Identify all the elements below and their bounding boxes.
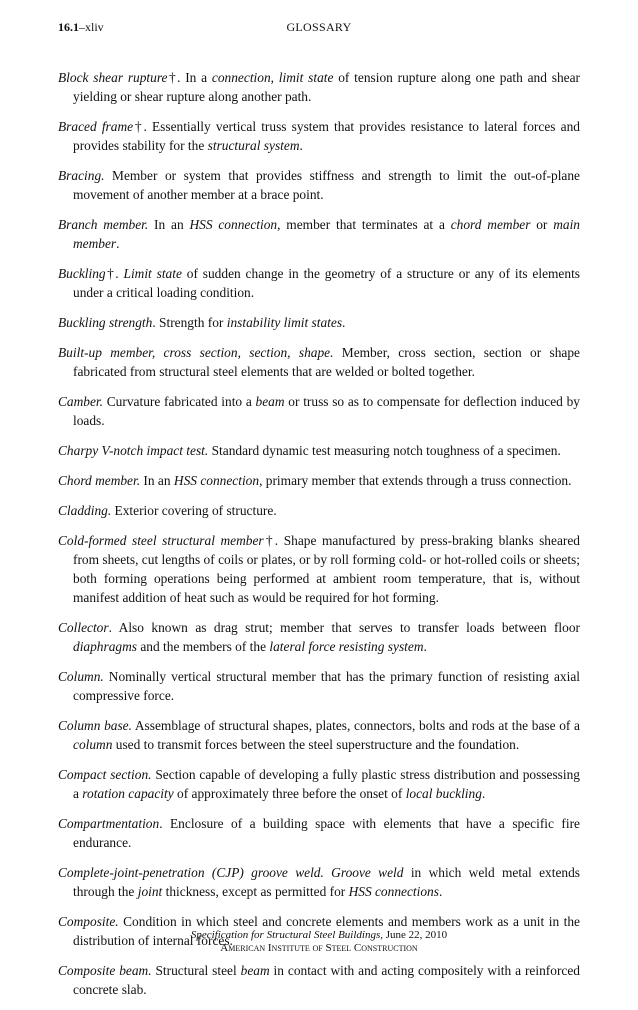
glossary-entry <box>58 215 580 253</box>
glossary-italic-ref: beam <box>240 963 270 978</box>
glossary-term: Complete-joint-penetration (CJP) groove weld. Groove weld <box>58 865 404 880</box>
glossary-entry <box>58 961 580 999</box>
glossary-text: Section capable of developing a fully plastic stress distribution and possessing a <box>73 767 580 801</box>
footer-institute: American Institute of Steel Construction <box>220 942 418 954</box>
glossary-italic-ref: HSS connection <box>189 217 278 232</box>
glossary-text: †. In a <box>167 70 212 85</box>
glossary-entry <box>58 117 580 155</box>
glossary-text: Structural steel <box>151 963 241 978</box>
glossary-italic-ref: HSS connections <box>348 884 439 899</box>
glossary-entry <box>58 441 580 460</box>
glossary-entry <box>58 471 580 490</box>
glossary-entry <box>58 618 580 656</box>
glossary-text: †. <box>105 266 124 281</box>
glossary-term: Buckling strength <box>58 315 153 330</box>
glossary-text: . Strength for <box>152 315 227 330</box>
glossary-term: Built-up member, cross section, section, shape. <box>58 345 334 360</box>
glossary-entry <box>58 166 580 204</box>
running-title: GLOSSARY <box>286 20 352 34</box>
glossary-term: Composite beam. <box>58 963 152 978</box>
glossary-text: . <box>481 786 486 801</box>
glossary-text: Curvature fabricated into a <box>103 394 256 409</box>
glossary-text: , primary member that extends through a truss connection. <box>259 473 572 488</box>
glossary-italic-ref: structural system <box>207 138 300 153</box>
glossary-list <box>58 68 580 1010</box>
glossary-text: , <box>270 70 279 85</box>
glossary-entry <box>58 313 580 332</box>
page-footer <box>0 929 638 955</box>
glossary-entry <box>58 716 580 754</box>
glossary-term: Braced frame <box>58 119 134 134</box>
glossary-entry <box>58 814 580 852</box>
footer-spec-line <box>0 929 638 942</box>
glossary-term: Composite. <box>58 914 119 929</box>
glossary-text: and the members of the <box>137 639 270 654</box>
glossary-italic-ref: Limit state <box>123 266 182 281</box>
glossary-text: or <box>530 217 554 232</box>
glossary-text: Assemblage of structural shapes, plates, connectors, bolts and rods at the base of a <box>131 718 580 733</box>
glossary-entry <box>58 863 580 901</box>
glossary-text: . <box>299 138 303 153</box>
glossary-text: or truss so as to compensate for deflection induced by loads. <box>73 394 580 428</box>
glossary-entry <box>58 531 580 607</box>
glossary-term: Block shear rupture <box>58 70 168 85</box>
glossary-entry <box>58 392 580 430</box>
glossary-entry <box>58 765 580 803</box>
page-number-section: 16.1 <box>58 20 79 34</box>
glossary-term: Cold-formed steel structural member <box>58 533 264 548</box>
glossary-term: Camber. <box>58 394 104 409</box>
glossary-italic-ref: chord member <box>450 217 531 232</box>
glossary-text: of sudden change in the geometry of a structure or any of its elements under a critical loading condition. <box>73 266 580 300</box>
glossary-term: Compartmentation <box>58 816 160 831</box>
glossary-text: used to transmit forces between the steel superstructure and the foundation. <box>112 737 520 752</box>
glossary-text: In an <box>140 473 174 488</box>
glossary-italic-ref: diaphragms <box>73 639 137 654</box>
glossary-entry <box>58 667 580 705</box>
glossary-italic-ref: column <box>73 737 113 752</box>
glossary-text: . <box>342 315 346 330</box>
page-number-suffix: –xliv <box>79 20 104 34</box>
glossary-italic-ref: local buckling <box>405 786 482 801</box>
glossary-italic-ref: lateral force resisting system <box>269 639 424 654</box>
glossary-text: of tension rupture along one path and shear yielding or shear rupture along another path. <box>73 70 580 104</box>
glossary-text: in contact with and acting compositely with a reinforced concrete slab. <box>73 963 580 997</box>
glossary-text: Nominally vertical structural member that has the primary function of resisting axial compressive force. <box>73 669 580 703</box>
glossary-entry <box>58 264 580 302</box>
glossary-italic-ref: joint <box>137 884 163 899</box>
glossary-term: Charpy V-notch impact test. <box>58 443 209 458</box>
footer-spec-date: June 22, 2010 <box>383 929 448 941</box>
glossary-text: , member that terminates at a <box>277 217 451 232</box>
glossary-text: . <box>438 884 443 899</box>
glossary-italic-ref: connection <box>211 70 271 85</box>
glossary-text: . <box>116 236 120 251</box>
glossary-text: . Enclosure of a building space with elements that have a specific fire endurance. <box>73 816 580 850</box>
glossary-term: Bracing. <box>58 168 105 183</box>
glossary-italic-ref: rotation capacity <box>82 786 174 801</box>
glossary-term: Column base. <box>58 718 132 733</box>
page-header <box>58 20 580 38</box>
glossary-term: Collector <box>58 620 109 635</box>
glossary-term: Buckling <box>58 266 106 281</box>
glossary-italic-ref: beam <box>255 394 285 409</box>
glossary-term: Branch member. <box>58 217 149 232</box>
glossary-text: †. Essentially vertical truss system that provides resistance to lateral forces and provides stability for the <box>73 119 580 153</box>
footer-spec-title: Specification for Structural Steel Buildings, <box>190 929 383 941</box>
glossary-text: Standard dynamic test measuring notch toughness of a specimen. <box>208 443 561 458</box>
glossary-text: thickness, except as permitted for <box>162 884 349 899</box>
glossary-italic-ref: main member <box>73 217 581 251</box>
glossary-entry <box>58 343 580 381</box>
glossary-italic-ref: HSS connection <box>173 473 260 488</box>
glossary-text: Member or system that provides stiffness and strength to limit the out-of-plane movement of another member at a brace point. <box>73 168 580 202</box>
glossary-italic-ref: instability limit states <box>226 315 343 330</box>
glossary-text: Condition in which steel and concrete elements and members work as a unit in the distribution of internal forces. <box>73 914 580 948</box>
glossary-italic-ref: limit state <box>278 70 334 85</box>
glossary-text: of approximately three before the onset of <box>173 786 406 801</box>
glossary-term: Compact section. <box>58 767 152 782</box>
glossary-term: Column. <box>58 669 104 684</box>
glossary-text: Exterior covering of structure. <box>111 503 277 518</box>
glossary-text: Member, cross section, section or shape fabricated from structural steel elements that are welded or bolted together. <box>73 345 580 379</box>
glossary-entry <box>58 501 580 520</box>
glossary-text: †. Shape manufactured by press-braking blanks sheared from sheets, cut lengths of coils or plates, or by roll forming cold- or hot-rolled coils or sheets; both forming operations being performed at ambient room temperature, that is, without manifest addition of heat such as would be required for hot forming. <box>73 533 580 605</box>
glossary-text: in which weld metal extends through the <box>73 865 581 899</box>
glossary-text: . <box>423 639 427 654</box>
glossary-term: Cladding. <box>58 503 112 518</box>
glossary-entry <box>58 68 580 106</box>
glossary-text: . Also known as drag strut; member that serves to transfer loads between floor <box>108 620 580 635</box>
glossary-text: In an <box>148 217 190 232</box>
glossary-term: Chord member. <box>58 473 141 488</box>
